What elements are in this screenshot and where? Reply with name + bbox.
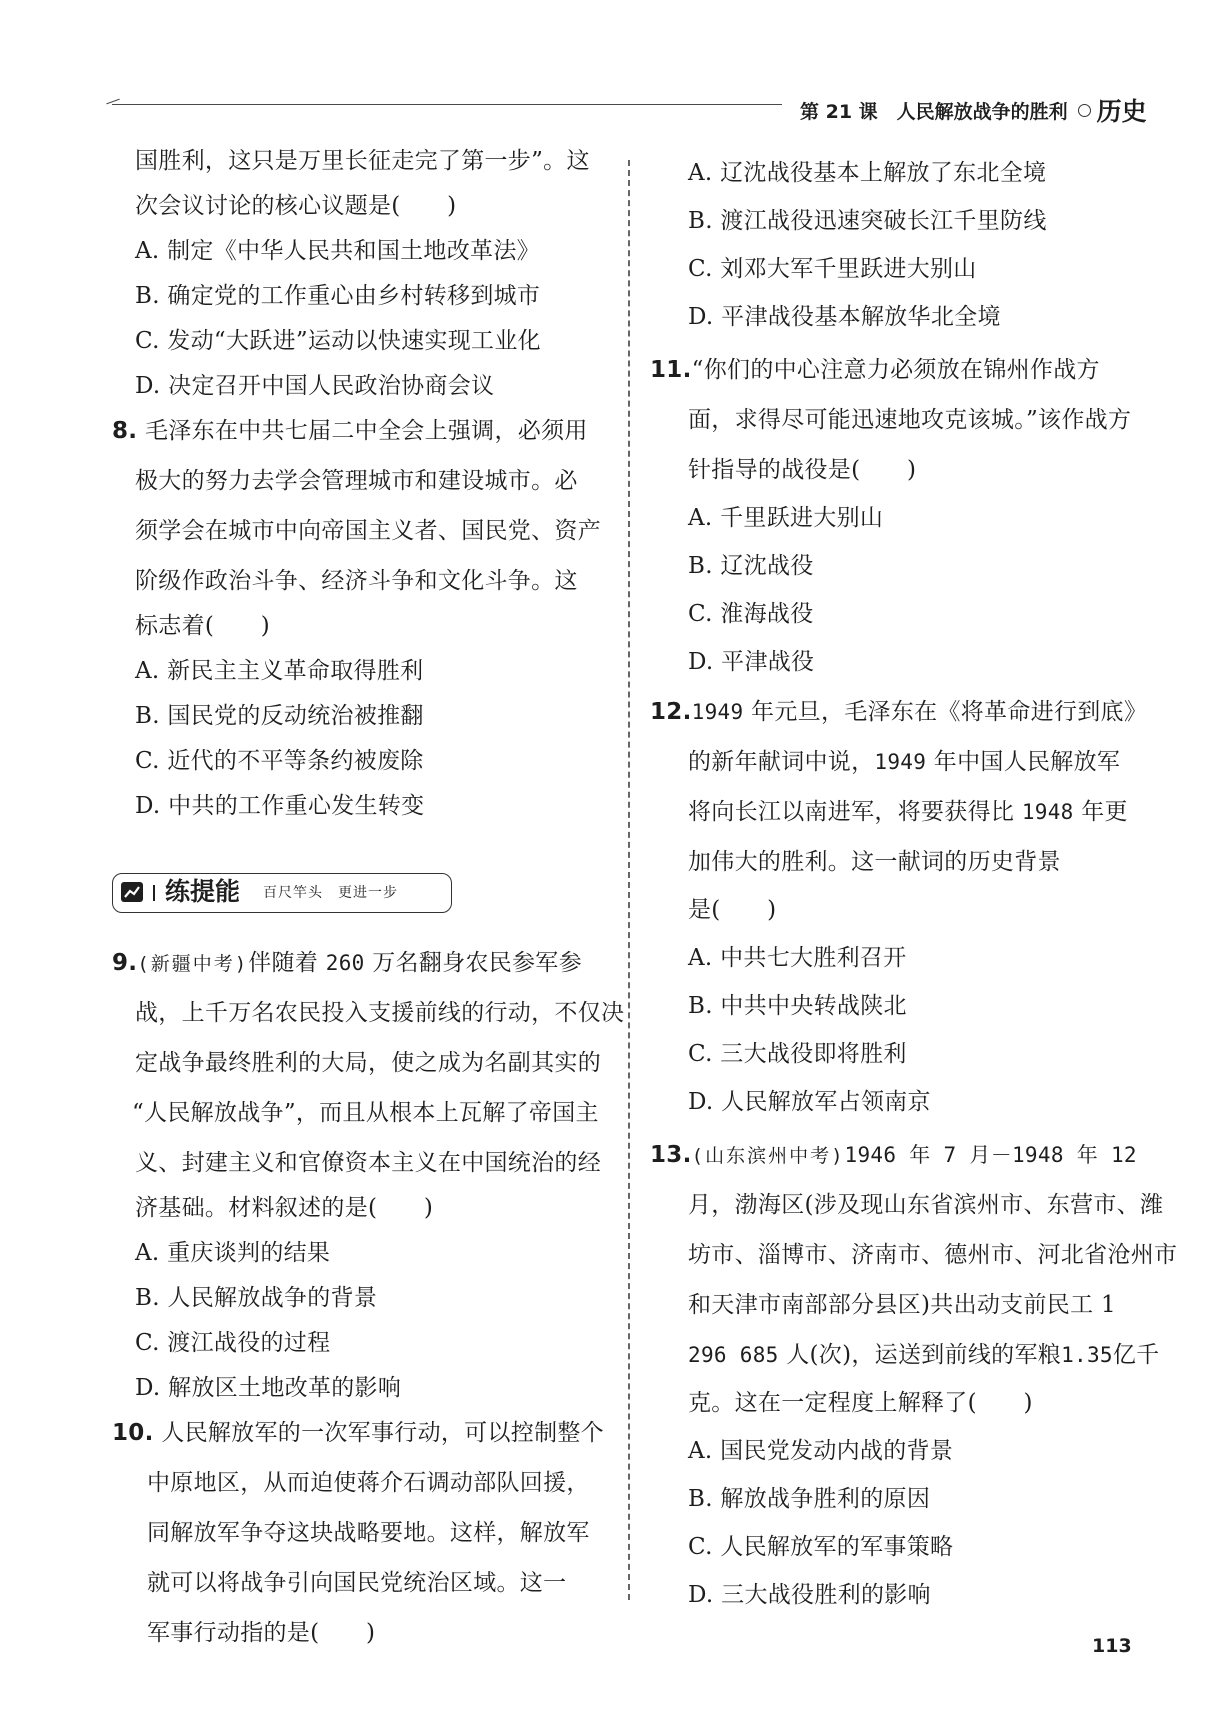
q13-option-d: D. 三大战役胜利的影响 — [688, 1582, 931, 1608]
q8-option-d: D. 中共的工作重心发生转变 — [135, 793, 425, 819]
q13-line-1 — [650, 1140, 1137, 1171]
lesson-title: 第 21 课 人民解放战争的胜利 — [800, 101, 1068, 123]
q11-number: 11. — [650, 357, 692, 383]
q10-number: 10. — [112, 1420, 154, 1446]
q12-option-c: C. 三大战役即将胜利 — [688, 1041, 907, 1067]
q9-source: (新疆中考) — [137, 953, 249, 975]
q13-option-a: A. 国民党发动内战的背景 — [688, 1438, 954, 1464]
q9-number: 9. — [112, 950, 138, 976]
q13-text-1: 1946 年 7 月－1948 年 12 — [844, 1143, 1137, 1167]
q12-line-4: 加伟大的胜利。这一献词的历史背景 — [688, 849, 1061, 875]
q13-text-5b: 亿千 — [1112, 1342, 1160, 1368]
q13-line-2: 月，渤海区(涉及现山东省滨州市、东营市、潍 — [688, 1192, 1164, 1218]
q12-number: 12. — [650, 699, 692, 725]
q9-option-d: D. 解放区土地改革的影响 — [135, 1375, 402, 1401]
column-divider — [628, 160, 630, 1600]
q11-line-2: 面，求得尽可能迅速地攻克该城。”该作战方 — [688, 407, 1132, 433]
q13-source: (山东滨州中考) — [691, 1145, 845, 1167]
q8-text-1: 毛泽东在中共七届二中全会上强调，必须用 — [144, 418, 588, 444]
q7-line-2: 次会议讨论的核心议题是( ) — [135, 193, 457, 219]
q7-option-c: C. 发动“大跃进”运动以快速实现工业化 — [135, 328, 541, 354]
q10-line-5: 军事行动指的是( ) — [147, 1620, 376, 1646]
q8-line-2: 极大的努力去学会管理城市和建设城市。必 — [135, 468, 578, 494]
q10-line-1 — [112, 1418, 604, 1448]
q8-number: 8. — [112, 418, 138, 444]
q8-option-b: B. 国民党的反动统治被推翻 — [135, 703, 424, 729]
q10-option-c: C. 刘邓大军千里跃进大别山 — [688, 256, 977, 282]
q11-option-b: B. 辽沈战役 — [688, 553, 814, 579]
q9-option-a: A. 重庆谈判的结果 — [135, 1240, 331, 1266]
q12-line-2 — [688, 747, 1120, 777]
q13-line-3: 坊市、淄博市、济南市、德州市、河北省沧州市 — [688, 1242, 1178, 1268]
q10-line-2: 中原地区，从而迫使蒋介石调动部队回援， — [147, 1470, 590, 1496]
q10-option-a: A. 辽沈战役基本上解放了东北全境 — [688, 160, 1047, 186]
q9-line-6: 济基础。材料叙述的是( ) — [135, 1195, 434, 1221]
q11-option-d: D. 平津战役 — [688, 649, 815, 675]
q11-line-3: 针指导的战役是( ) — [688, 457, 917, 483]
q9-option-b: B. 人民解放战争的背景 — [135, 1285, 378, 1311]
q12-line-1 — [650, 697, 1147, 727]
q12-text-1: 年元旦，毛泽东在《将革命进行到底》 — [743, 699, 1148, 725]
q10-line-3: 同解放军争夺这块战略要地。这样，解放军 — [147, 1520, 590, 1546]
q9-number-260: 260 — [325, 951, 365, 975]
q13-text-5a: 人(次)，运送到前线的军粮 — [778, 1342, 1062, 1368]
q13-number-296685: 296 685 — [688, 1343, 779, 1367]
q13-line-5 — [688, 1340, 1159, 1370]
q13-number-135: 1.35 — [1061, 1343, 1113, 1367]
q12-year-1949: 1949 — [691, 700, 744, 724]
q9-option-c: C. 渡江战役的过程 — [135, 1330, 331, 1356]
q13-number: 13. — [650, 1142, 692, 1168]
q8-line-3: 须学会在城市中向帝国主义者、国民党、资产 — [135, 518, 601, 544]
circle-icon — [1078, 104, 1091, 117]
q7-option-b: B. 确定党的工作重心由乡村转移到城市 — [135, 283, 541, 309]
q13-option-c: C. 人民解放军的军事策略 — [688, 1534, 954, 1560]
banner-separator — [153, 885, 155, 901]
q8-option-a: A. 新民主主义革命取得胜利 — [135, 658, 424, 684]
q13-option-b: B. 解放战争胜利的原因 — [688, 1486, 931, 1512]
page-number: 113 — [1092, 1635, 1132, 1657]
q8-line-5: 标志着( ) — [135, 613, 271, 639]
q10-option-d: D. 平津战役基本解放华北全境 — [688, 304, 1001, 330]
q12-text-3a: 将向长江以南进军，将要获得比 — [688, 799, 1022, 825]
q12-year-1948: 1948 — [1021, 800, 1074, 824]
q12-year-1949b: 1949 — [874, 750, 927, 774]
header-rule — [112, 104, 782, 105]
q9-line-5: 义、封建主义和官僚资本主义在中国统治的经 — [135, 1150, 601, 1176]
q7-option-d: D. 决定召开中国人民政治协商会议 — [135, 373, 495, 399]
q11-option-c: C. 淮海战役 — [688, 601, 814, 627]
q9-line-4: “人民解放战争”，而且从根本上瓦解了帝国主 — [132, 1100, 599, 1126]
q13-line-6: 克。这在一定程度上解释了( ) — [688, 1390, 1033, 1416]
q12-text-2b: 年中国人民解放军 — [926, 749, 1121, 775]
q12-option-a: A. 中共七大胜利召开 — [688, 945, 907, 971]
q7-option-a: A. 制定《中华人民共和国土地改革法》 — [135, 238, 540, 264]
q10-option-b: B. 渡江战役迅速突破长江千里防线 — [688, 208, 1047, 234]
section-title: 练提能 — [165, 877, 241, 906]
section-tagline: 百尺竿头 更进一步 — [263, 885, 398, 901]
q9-line-3: 定战争最终胜利的大局，使之成为名副其实的 — [135, 1050, 601, 1076]
q9-text-1b: 万名翻身农民参军参 — [364, 950, 582, 976]
q9-text-1a: 伴随着 — [248, 950, 326, 976]
q12-text-2a: 的新年献词中说， — [688, 749, 875, 775]
q11-option-a: A. 千里跃进大别山 — [688, 505, 884, 531]
q12-text-3b: 年更 — [1073, 799, 1128, 825]
q8-line-1 — [112, 416, 588, 446]
q8-line-4: 阶级作政治斗争、经济斗争和文化斗争。这 — [135, 568, 578, 594]
section-banner — [112, 873, 452, 913]
q10-line-4: 就可以将战争引向国民党统治区域。这一 — [147, 1570, 567, 1596]
page-header — [800, 92, 1147, 128]
q8-option-c: C. 近代的不平等条约被废除 — [135, 748, 424, 774]
q12-option-b: B. 中共中央转战陕北 — [688, 993, 907, 1019]
q13-line-4: 和天津市南部部分县区)共出动支前民工 1 — [688, 1292, 1116, 1318]
q9-line-1 — [112, 948, 582, 979]
subject-title: 历史 — [1096, 97, 1147, 126]
q9-line-2: 战，上千万名农民投入支援前线的行动，不仅决 — [135, 1000, 625, 1026]
q12-line-5: 是( ) — [688, 897, 777, 923]
q10-text-1: 人民解放军的一次军事行动，可以控制整个 — [161, 1420, 604, 1446]
q11-text-1: “你们的中心注意力必须放在锦州作战方 — [691, 357, 1100, 383]
q12-option-d: D. 人民解放军占领南京 — [688, 1089, 931, 1115]
q12-line-3 — [688, 797, 1128, 827]
q11-line-1 — [650, 355, 1100, 385]
q7-line-1: 国胜利，这只是万里长征走完了第一步”。这 — [135, 148, 590, 174]
trend-chart-icon — [121, 882, 143, 902]
